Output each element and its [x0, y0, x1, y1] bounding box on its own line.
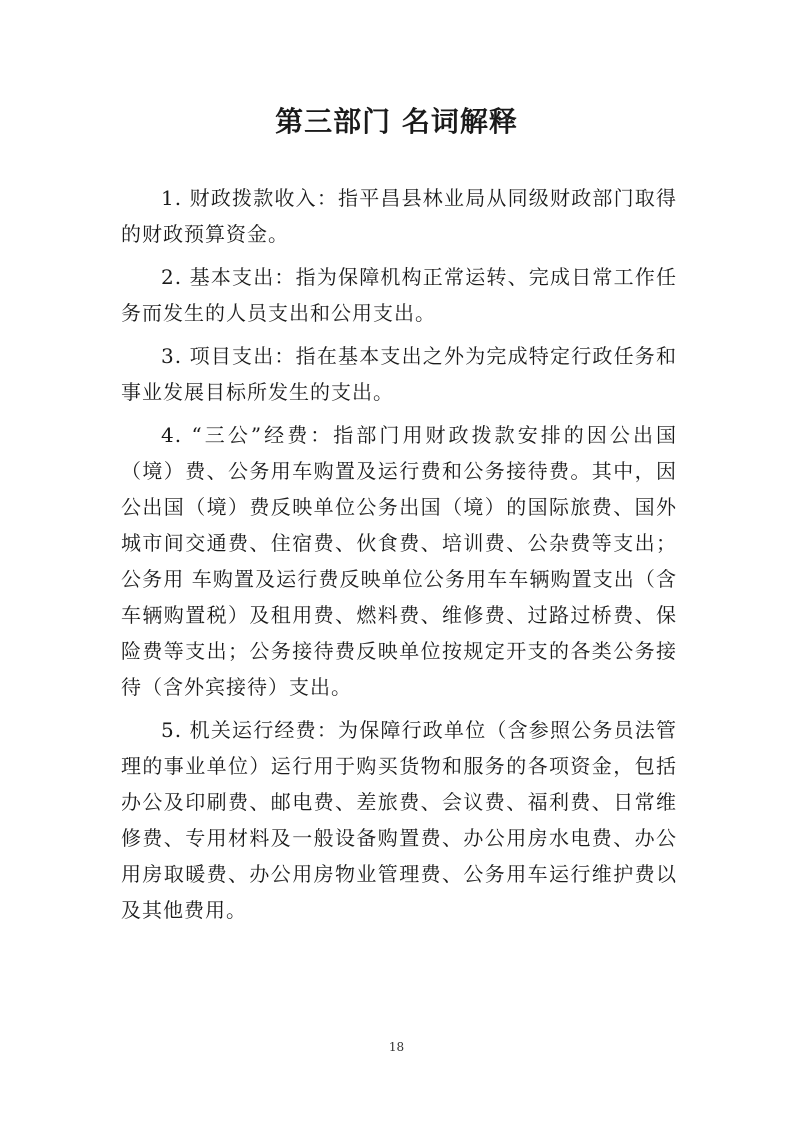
paragraph-basic-expenditure: 2. 基本支出：指为保障机构正常运转、完成日常工作任务而发生的人员支出和公用支出。 [121, 265, 677, 325]
document-body [121, 180, 677, 935]
paragraph-project-expenditure: 3. 项目支出：指在基本支出之外为完成特定行政任务和事业发展目标所发生的支出。 [121, 344, 677, 404]
page-title: 第三部门 名词解释 [275, 105, 518, 138]
paragraph-financial-appropriation-income: 1. 财政拨款收入：指平昌县林业局从同级财政部门取得的财政预算资金。 [121, 186, 677, 246]
page-number: 18 [388, 1040, 405, 1054]
paragraph-agency-operating-expenses: 5. 机关运行经费：为保障行政单位（含参照公务员法管理的事业单位）运行用于购买货物和服务的各项资金，包括办公及印刷费、邮电费、差旅费、会议费、福利费、日常维 修费、专用材料及一般设备购置费、办公用房水电费、办公用房取暖费、办公用房物业管理费、公务用车运行维护费以及其他费用。 [121, 718, 677, 922]
paragraph-three-public-expenses: 4. “三公”经费：指部门用财政拨款安排的因公出国（境）费、公务用车购置及运行费和公务接待费。其中，因公出国（境）费反映单位公务出国（境）的国际旅费、国外城市间交通费、住宿费、伙食费、培训费、公杂费等支出；公务用 车购置及运行费反映单位公务用车车辆购置支出（含车辆购置税）及租用费、燃料费、维修费、过路过桥费、保险费等支出；公务接待费反映单位按规定开支的各类公务接待（含外宾接待）支出。 [121, 423, 677, 699]
